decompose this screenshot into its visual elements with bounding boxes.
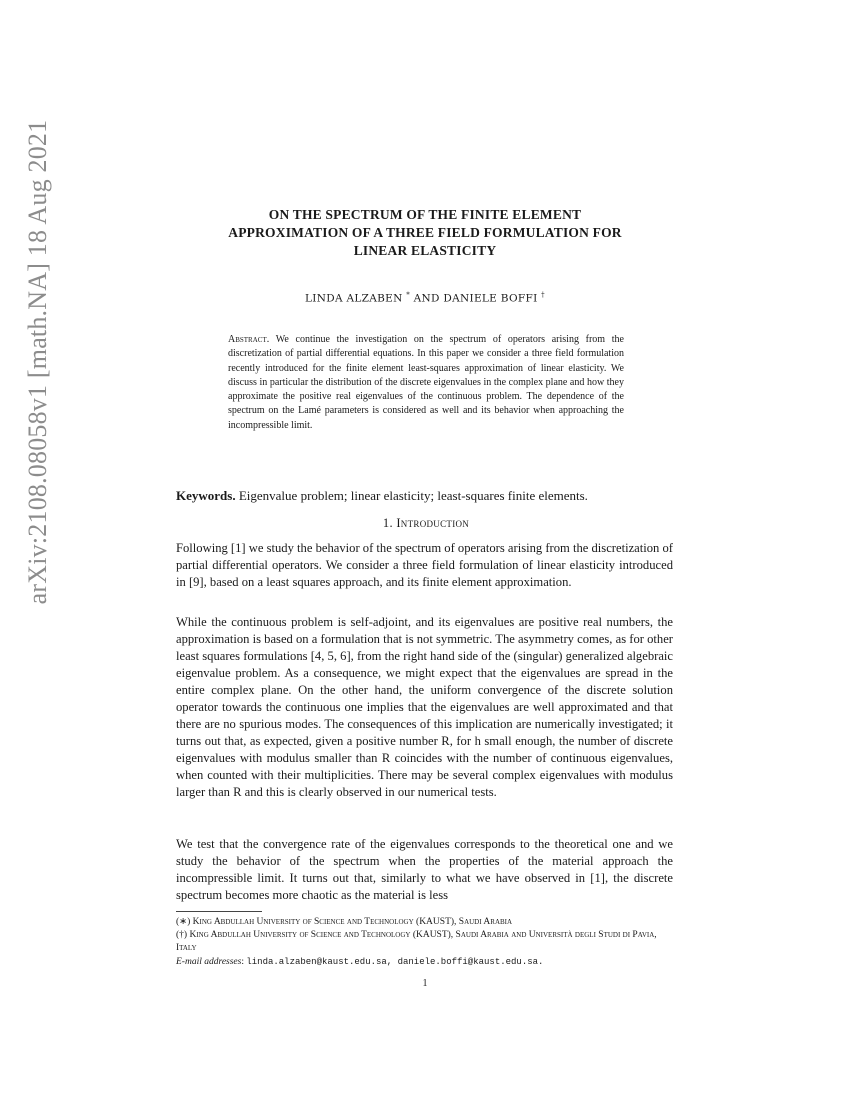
abstract <box>228 333 624 433</box>
footnote-text: King Abdullah University of Science and Technology (KAUST), Saudi Arabia <box>192 917 513 927</box>
author-list <box>150 291 700 305</box>
section-title: Introduction <box>396 516 470 530</box>
keywords-label: Keywords. <box>176 488 236 503</box>
keywords <box>176 488 676 504</box>
footnote-affiliation-2 <box>176 929 673 955</box>
footnotes <box>176 916 673 969</box>
author-affiliation-mark: * <box>406 291 411 299</box>
author-affiliation-mark: † <box>541 291 545 299</box>
section-number: 1. <box>382 516 393 530</box>
footnote-rule <box>176 911 262 912</box>
paper-title <box>150 206 700 260</box>
email-label: E-mail addresses <box>176 956 242 967</box>
author-conjunction: AND <box>410 292 444 305</box>
footnote-mark: (∗) <box>176 917 191 927</box>
arxiv-identifier-stamp: arXiv:2108.08058v1 [math.NA] 18 Aug 2021 <box>23 119 52 605</box>
body-paragraph: We test that the convergence rate of the eigenvalues corresponds to the theoretical one and we study the behavior of the spectrum when the properties of the material approach the incompressible limit. It turns out that, similarly to what we have observed in [1], the discrete spectrum becomes more chaotic as the material is less <box>176 837 673 902</box>
title-line: APPROXIMATION OF A THREE FIELD FORMULATION FOR <box>228 225 622 240</box>
title-line: ON THE SPECTRUM OF THE FINITE ELEMENT <box>268 207 582 222</box>
page-number: 1 <box>422 978 428 989</box>
footnote-text: King Abdullah University of Science and Technology (KAUST), Saudi Arabia and Università degli Studi di Pavia, Italy <box>176 930 657 954</box>
footnote-mark: (†) <box>176 930 188 941</box>
footnote-emails: E-mail addresses: linda.alzaben@kaust.edu.sa, daniele.boffi@kaust.edu.sa. <box>176 956 544 967</box>
body-paragraph: Following [1] we study the behavior of the spectrum of operators arising from the discretization of partial differential operators. We consider a three field formulation of linear elasticity introduced in [9], based on a least squares approach, and its finite element approximation. <box>176 541 673 589</box>
abstract-label: Abstract. <box>228 334 270 345</box>
section-heading <box>176 516 676 531</box>
title-line: LINEAR ELASTICITY <box>353 243 497 258</box>
author-name: LINDA ALZABEN <box>305 292 403 305</box>
keywords-text: Eigenvalue problem; linear elasticity; least-squares finite elements. <box>238 488 588 503</box>
body-paragraph: While the continuous problem is self-adjoint, and its eigenvalues are positive real numbers, the approximation is based on a formulation that is not symmetric. The asymmetry comes, as for other least squares formulations [4, 5, 6], from the right hand side of the (singular) generalized algebraic eigenvalue problem. As a consequence, we might expect that the eigenvalues are spread in the entire complex plane. On the other hand, the uniform convergence of the discrete solution operator towards the continuous one implies that the eigenvalues are well approximated and that there are no spurious modes. The consequences of this implication are numerically investigated; it turns out that, as expected, given a positive number R, for h small enough, the number of discrete eigenvalues with modulus smaller than R coincides with the number of continuous eigenvalues, when counted with their multiplicities. There may be several complex eigenvalues with modulus larger than R and this is clearly observed in our numerical tests. <box>176 615 673 799</box>
author-name: DANIELE BOFFI <box>443 292 538 305</box>
abstract-text: We continue the investigation on the spectrum of operators arising from the discretization of partial differential equations. In this paper we consider a three field formulation recently introduced for the finite element least-squares approximation of linear elasticity. We discuss in particular the distribution of the discrete eigenvalues in the complex plane and how they approximate the positive real eigenvalues of the continuous problem. The dependence of the spectrum on the Lamé parameters is considered as well and its behavior when approaching the incompressible limit. <box>228 334 624 431</box>
footnote-affiliation-1 <box>176 916 673 929</box>
email-addresses: linda.alzaben@kaust.edu.sa, daniele.boffi@kaust.edu.sa. <box>246 956 544 967</box>
